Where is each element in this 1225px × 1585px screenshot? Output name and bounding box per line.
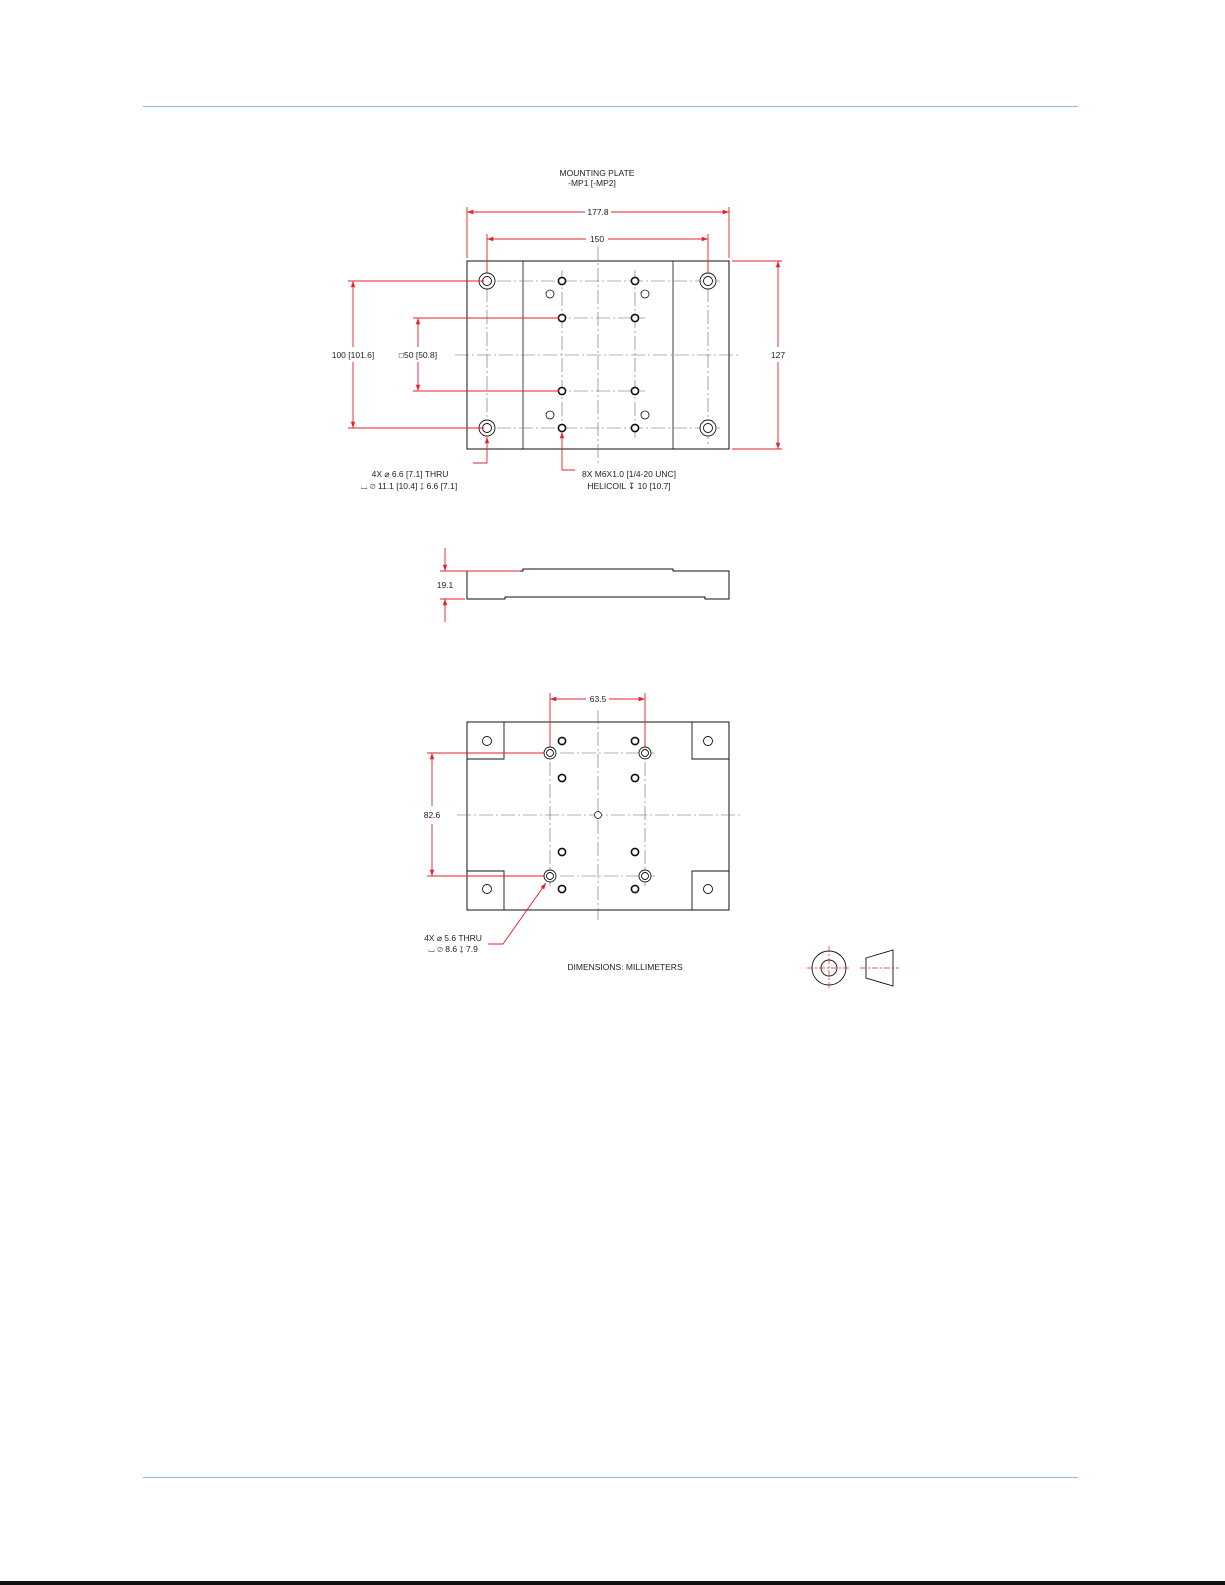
units-note: DIMENSIONS: MILLIMETERS [567, 962, 683, 972]
small-hole [641, 411, 649, 419]
corner-hole [483, 885, 492, 894]
side-view [437, 548, 729, 622]
counterbore-hole [700, 420, 716, 436]
counterbore-hole [700, 273, 716, 289]
corner-hole [483, 737, 492, 746]
helicoil-hole [631, 387, 638, 394]
title-line-1: MOUNTING PLATE [559, 168, 635, 178]
small-hole [641, 290, 649, 298]
note-bottom-line-1: 4X ⌀ 5.6 THRU [424, 933, 482, 943]
dim-bottom-height-holes: 82.6 [423, 810, 441, 820]
helicoil-hole [631, 774, 638, 781]
top-view-helicoil-holes [558, 277, 638, 431]
helicoil-hole [558, 387, 565, 394]
dim-width-holes: 150 [589, 234, 605, 244]
helicoil-hole [631, 277, 638, 284]
helicoil-hole [558, 737, 565, 744]
top-view [332, 207, 786, 491]
dim-square-pattern: □50 [50.8] [398, 350, 438, 360]
helicoil-hole [631, 737, 638, 744]
counterbore-hole [544, 747, 556, 759]
counterbore-hole [544, 870, 556, 882]
side-view-outline [467, 569, 729, 599]
dim-width-overall: 177.8 [587, 207, 609, 217]
corner-hole [704, 885, 713, 894]
dim-height-overall: 127 [770, 350, 786, 360]
note-bottom-line-2: ⌴ ⌀ 8.6 ↧ 7.9 [428, 944, 478, 954]
drawing-title [560, 168, 635, 188]
top-view-small-holes [546, 290, 649, 419]
helicoil-hole [631, 424, 638, 431]
helicoil-hole [558, 314, 565, 321]
bottom-view-dimensions [427, 693, 645, 944]
dim-thickness: 19.1 [436, 580, 454, 590]
small-hole [546, 411, 554, 419]
center-hole [595, 812, 602, 819]
note-thru-line-2: ⌴ ⌀ 11.1 [10.4] ↧ 6.6 [7.1] [360, 481, 458, 491]
bottom-view [424, 693, 740, 954]
helicoil-hole [558, 774, 565, 781]
small-hole [546, 290, 554, 298]
helicoil-hole [631, 848, 638, 855]
helicoil-hole [631, 314, 638, 321]
note-thru-line-1: 4X ⌀ 6.6 [7.1] THRU [371, 469, 449, 479]
first-angle-projection-symbol-icon [807, 946, 899, 990]
dim-bottom-width-holes: 63.5 [589, 694, 607, 704]
note-helicoil-line-2: HELICOIL ↧ 10 [10.7] [587, 481, 671, 491]
top-view-dimension-labels [332, 207, 786, 491]
note-helicoil-line-1: 8X M6X1.0 [1/4-20 UNC] [581, 469, 677, 479]
helicoil-hole [631, 885, 638, 892]
corner-hole [704, 737, 713, 746]
helicoil-hole [558, 424, 565, 431]
counterbore-hole [639, 870, 651, 882]
helicoil-hole [558, 885, 565, 892]
dim-height-holes: 100 [101.6] [331, 350, 375, 360]
counterbore-hole [639, 747, 651, 759]
helicoil-hole [558, 848, 565, 855]
top-view-counterbored-holes [479, 273, 716, 436]
helicoil-hole [558, 277, 565, 284]
top-view-centerlines [455, 246, 740, 465]
title-line-2: -MP1 [-MP2] [568, 178, 616, 188]
